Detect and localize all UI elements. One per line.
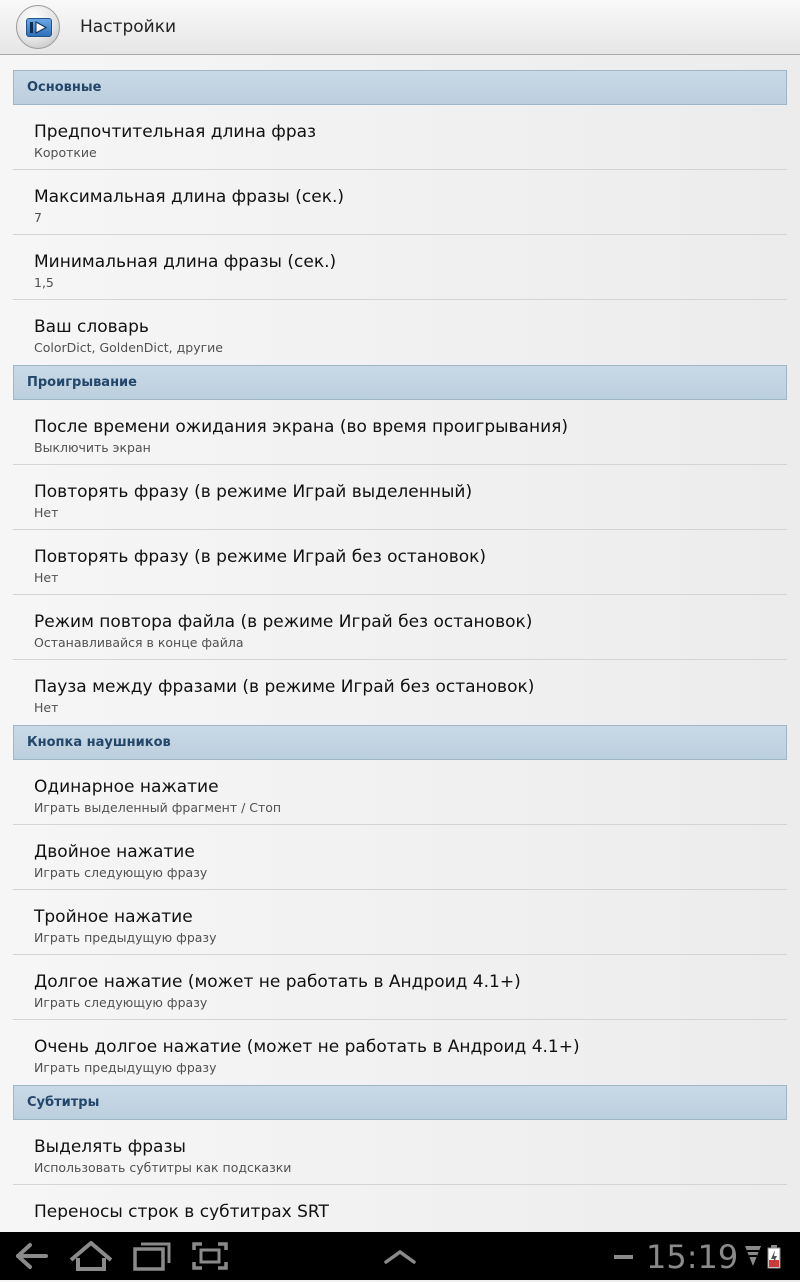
preference-title: После времени ожидания экрана (во время проигрывания) xyxy=(34,417,568,437)
preference-title: Режим повтора файла (в режиме Играй без остановок) xyxy=(34,612,533,632)
screenshot-icon xyxy=(190,1232,230,1280)
app-home-button[interactable] xyxy=(16,5,60,49)
preference-item[interactable] xyxy=(13,1185,787,1220)
action-bar xyxy=(0,0,800,55)
preference-title: Ваш словарь xyxy=(34,317,149,337)
preference-item[interactable] xyxy=(13,595,787,660)
preference-summary: Нет xyxy=(34,570,59,585)
preference-summary: Играть предыдущую фразу xyxy=(34,930,217,945)
preference-title: Очень долгое нажатие (может не работать в Андроид 4.1+) xyxy=(34,1037,580,1057)
preference-item[interactable] xyxy=(13,105,787,170)
preference-title: Предпочтительная длина фраз xyxy=(34,122,317,142)
section-header: Основные xyxy=(13,70,787,105)
page-title: Настройки xyxy=(80,17,177,37)
preference-item[interactable] xyxy=(13,890,787,955)
preference-title: Максимальная длина фразы (сек.) xyxy=(34,187,344,207)
preference-summary: 7 xyxy=(34,210,42,225)
chevron-up-icon xyxy=(382,1232,418,1280)
screenshot-button[interactable] xyxy=(190,1232,230,1280)
preference-title: Долгое нажатие (может не работать в Андроид 4.1+) xyxy=(34,972,521,992)
preference-item[interactable] xyxy=(13,300,787,365)
battery-charging-icon xyxy=(766,1232,782,1280)
preference-item[interactable] xyxy=(13,760,787,825)
preference-title: Пауза между фразами (в режиме Играй без остановок) xyxy=(34,677,535,697)
media-player-icon xyxy=(26,18,52,37)
preference-summary: Играть следующую фразу xyxy=(34,995,208,1010)
preference-item[interactable] xyxy=(13,825,787,890)
back-icon xyxy=(12,1232,52,1280)
preference-title: Повторять фразу (в режиме Играй без остановок) xyxy=(34,547,487,567)
preference-summary: Играть выделенный фрагмент / Стоп xyxy=(34,800,282,815)
clock[interactable]: 15:19 xyxy=(646,1238,739,1276)
preference-summary: Останавливайся в конце файла xyxy=(34,635,244,650)
preference-item[interactable] xyxy=(13,955,787,1020)
preference-title: Выделять фразы xyxy=(34,1137,186,1157)
preference-title: Переносы строк в субтитрах SRT xyxy=(34,1202,329,1220)
expand-button[interactable] xyxy=(382,1232,418,1280)
section-header: Субтитры xyxy=(13,1085,787,1120)
preference-item[interactable] xyxy=(13,170,787,235)
preference-summary: Выключить экран xyxy=(34,440,151,455)
preference-summary: 1,5 xyxy=(34,275,54,290)
wifi-status xyxy=(744,1232,762,1280)
preference-item[interactable] xyxy=(13,1020,787,1085)
preference-item[interactable] xyxy=(13,400,787,465)
preference-title: Минимальная длина фразы (сек.) xyxy=(34,252,337,272)
preferences-list[interactable] xyxy=(13,70,787,1220)
preference-summary: Короткие xyxy=(34,145,97,160)
preference-summary: Нет xyxy=(34,700,59,715)
preference-item[interactable] xyxy=(13,465,787,530)
preference-summary: Нет xyxy=(34,505,59,520)
preference-summary: ColorDict, GoldenDict, другие xyxy=(34,340,223,355)
navigation-bar xyxy=(0,1232,800,1280)
preference-summary: Играть следующую фразу xyxy=(34,865,208,880)
home-button[interactable] xyxy=(66,1232,116,1280)
section-header: Кнопка наушников xyxy=(13,725,787,760)
preference-title: Двойное нажатие xyxy=(34,842,195,862)
preference-title: Одинарное нажатие xyxy=(34,777,219,797)
wifi-icon xyxy=(744,1232,762,1280)
home-icon xyxy=(66,1232,116,1280)
preference-title: Повторять фразу (в режиме Играй выделенный) xyxy=(34,482,473,502)
recent-apps-icon xyxy=(131,1232,171,1280)
preference-item[interactable] xyxy=(13,660,787,725)
battery-status xyxy=(766,1232,782,1280)
preference-title: Тройное нажатие xyxy=(34,907,193,927)
notification-indicator[interactable] xyxy=(612,1232,636,1280)
recent-apps-button[interactable] xyxy=(131,1232,171,1280)
preference-summary: Играть предыдущую фразу xyxy=(34,1060,217,1075)
back-button[interactable] xyxy=(12,1232,52,1280)
section-header: Проигрывание xyxy=(13,365,787,400)
preference-item[interactable] xyxy=(13,1120,787,1185)
preference-item[interactable] xyxy=(13,235,787,300)
preference-summary: Использовать субтитры как подсказки xyxy=(34,1160,292,1175)
minus-icon xyxy=(612,1232,636,1280)
preference-item[interactable] xyxy=(13,530,787,595)
